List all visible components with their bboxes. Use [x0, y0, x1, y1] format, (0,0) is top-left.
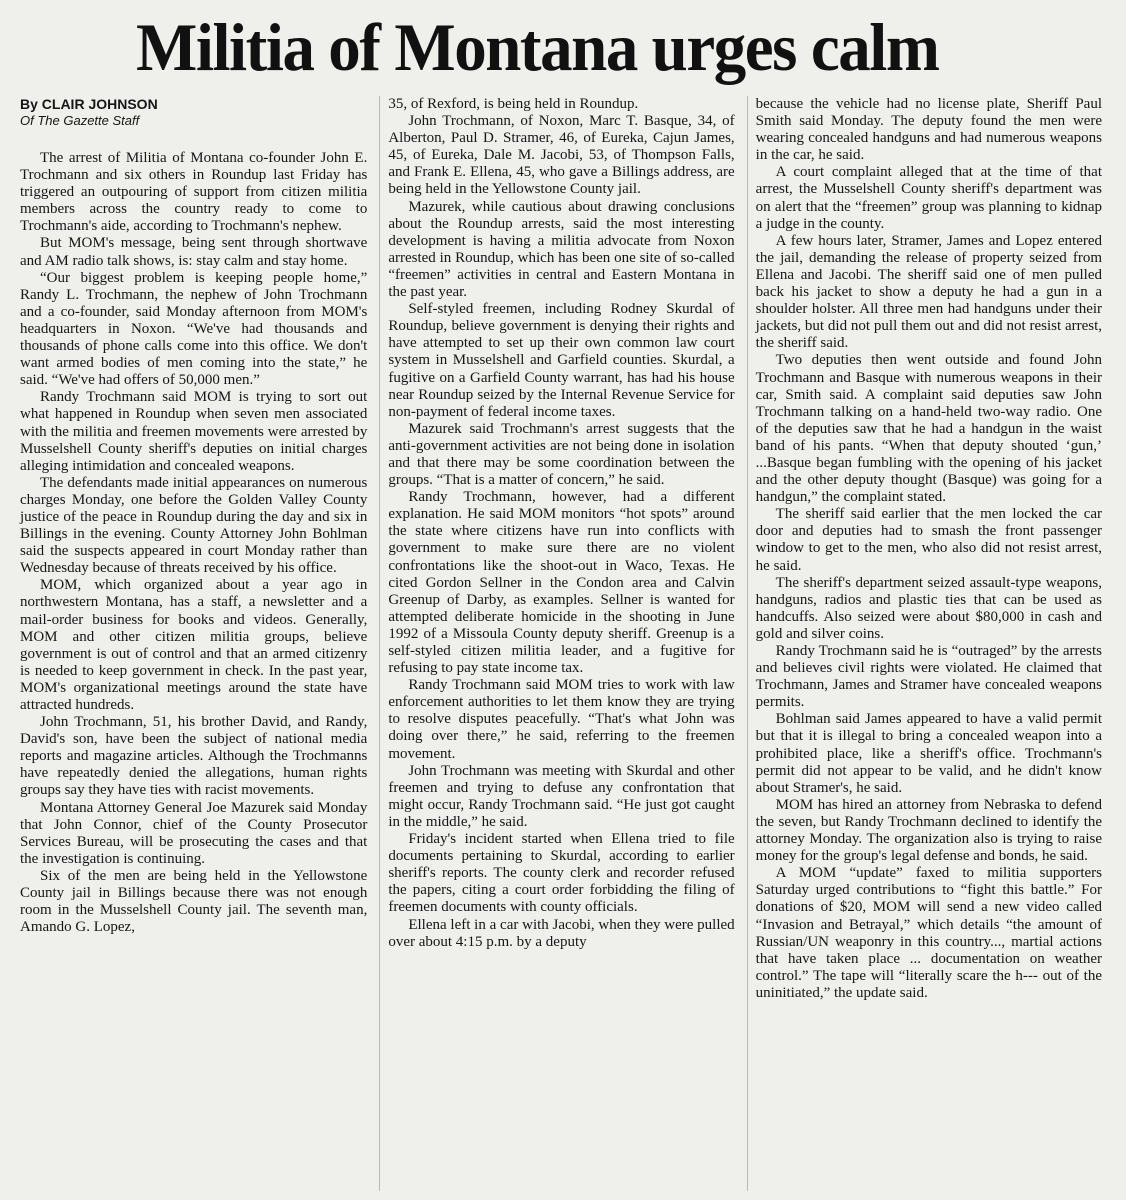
article-paragraph: “Our biggest problem is keeping people home,” Randy L. Trochmann, the nephew of John Trochmann and a co-founder, said Monday afternoon from MOM's headquarters in Noxon. “We've had thousands and thousands of phone calls come into this office. We don't want armed bodies of men coming into the state,” he said. “We've had offers of 50,000 men.”	[20, 269, 368, 389]
article-paragraph: The sheriff said earlier that the men locked the car door and deputies had to smash the front passenger window to get to the men, who also did not resist arrest, he said.	[755, 506, 1103, 574]
article-columns	[12, 96, 1114, 1191]
article-column-2	[379, 96, 746, 1191]
article-paragraph: Randy Trochmann said he is “outraged” by the arrests and believes civil rights were violated. He claimed that Trochmann, James and Stramer have concealed weapons permits.	[755, 643, 1103, 711]
article-paragraph: Ellena left in a car with Jacobi, when they were pulled over about 4:15 p.m. by a deputy	[388, 916, 735, 950]
article-paragraph: because the vehicle had no license plate, Sheriff Paul Smith said Monday. The deputy found the men were wearing concealed handguns and had numerous weapons in the car, he said.	[755, 96, 1103, 164]
article-paragraph: MOM has hired an attorney from Nebraska to defend the seven, but Randy Trochmann declined to identify the attorney Monday. The organization also is trying to raise money for the group's legal defense and bonds, he said.	[755, 796, 1103, 865]
byline-affiliation: Of The Gazette Staff	[20, 113, 140, 128]
article-paragraph: John Trochmann was meeting with Skurdal and other freemen and trying to defuse any confrontation that might occur, Randy Trochmann said. “He just got caught in the middle,” he said.	[388, 762, 735, 830]
article-paragraph: The defendants made initial appearances on numerous charges Monday, one before the Golden Valley County justice of the peace in Roundup during the day and six in Billings in the evening. County Attorney John Bohlman said the suspects appeared in court Monday rather than Wednesday because of threats received by his office.	[20, 474, 368, 577]
article-paragraph: A court complaint alleged that at the time of that arrest, the Musselshell County sheriff's department was on alert that the “freemen” group was planning to kidnap a judge in the county.	[755, 164, 1103, 232]
article-paragraph: Mazurek, while cautious about drawing conclusions about the Roundup arrests, said the most interesting development is having a militia advocate from Noxon arrested in Roundup, which has been one site of so-called “freemen” activities in central and Eastern Montana in the past year.	[388, 198, 735, 301]
article-paragraph: The arrest of Militia of Montana co-founder John E. Trochmann and six others in Roundup last Friday has triggered an outpouring of support from citizen militia members across the country ready to come to Trochmann's aide, according to Trochmann's nephew.	[20, 150, 368, 235]
article-paragraph: Friday's incident started when Ellena tried to file documents pertaining to Skurdal, according to earlier sheriff's reports. The county clerk and recorder refused the papers, citing a court order forbidding the filing of freemen documents with county officials.	[388, 831, 735, 916]
article-column-1	[12, 96, 379, 1191]
article-paragraph: Self-styled freemen, including Rodney Skurdal of Roundup, believe government is denying their rights and have attempted to set up their own common law court system in Musselshell and Garfield counties. Skurdal, a fugitive on a Garfield County warrant, has had his house near Roundup seized by the Internal Revenue Service for non-payment of federal income taxes.	[388, 301, 735, 420]
article-paragraph: MOM, which organized about a year ago in northwestern Montana, has a staff, a newsletter and a mail-order business for books and videos. Generally, MOM and other citizen militia groups, believe government is out of control and that an armed citizenry is needed to keep government in check. In the past year, MOM's organizational meetings around the state have attracted hundreds.	[20, 577, 368, 713]
article-paragraph: John Trochmann, of Noxon, Marc T. Basque, 34, of Alberton, Paul D. Stramer, 46, of Eureka, Cajun James, 45, of Eureka, Dale M. Jacobi, 53, of Thompson Falls, and Frank E. Ellena, 45, who gave a Billings address, are being held in the Yellowstone County jail.	[388, 113, 735, 198]
article-column-3	[747, 96, 1114, 1191]
article-paragraph: 35, of Rexford, is being held in Roundup.	[388, 96, 639, 112]
article-paragraph: Six of the men are being held in the Yellowstone County jail in Billings because there was not enough room in the Musselshell County jail. The seventh man, Amando G. Lopez,	[20, 867, 368, 936]
headline: Militia of Montana urges calm	[135, 9, 939, 85]
article-paragraph: Montana Attorney General Joe Mazurek said Monday that John Connor, chief of the County Prosecutor Services Bureau, will be prosecuting the cases and that the investigation is continuing.	[20, 799, 368, 867]
article-paragraph: The sheriff's department seized assault-type weapons, handguns, radios and plastic ties that can be used as handcuffs. Also seized were about $80,000 in cash and gold and silver coins.	[755, 574, 1103, 642]
article-paragraph: A few hours later, Stramer, James and Lopez entered the jail, demanding the release of property seized from Ellena and Jacobi. The sheriff said one of men pulled back his jacket to show a deputy he had a gun in a shoulder holster. All three men had handguns under their jackets, but did not pull them out and did not resist arrest, the sheriff said.	[755, 232, 1103, 352]
article-paragraph: Mazurek said Trochmann's arrest suggests that the anti-government activities are not being done in isolation and that there may be some coordination between the groups. “That is a matter of concern,” he said.	[388, 420, 735, 489]
article-paragraph: Two deputies then went outside and found John Trochmann and Basque with numerous weapons in their car, Smith said. A complaint said deputies saw John Trochmann talking on a hand-held two-way radio. One of the deputies saw that he had a handgun in the waist band of his pants. “When that deputy shouted ‘gun,’ ...Basque began fumbling with the opening of his jacket and the other deputy thought (Basque) was going for a handgun,” the complaint stated.	[755, 352, 1103, 506]
article-paragraph: John Trochmann, 51, his brother David, and Randy, David's son, have been the subject of national media reports and magazine articles. Although the Trochmanns have repeatedly denied the allegations, human rights groups say they have ties with racist movements.	[20, 714, 368, 799]
article-paragraph: Randy Trochmann said MOM tries to work with law enforcement authorities to let them know they are trying to resolve disputes peacefully. “That's what John was doing over there,” he said, referring to the freemen movement.	[388, 677, 735, 762]
article-paragraph: Randy Trochmann, however, had a different explanation. He said MOM monitors “hot spots” around the state where citizens have run into conflicts with government to make sure there are no violent confrontations like the shoot-out in Waco, Texas. He cited Gordon Sellner in the Condon area and Calvin Greenup of Darby, as examples. Sellner is wanted for attempted deliberate homicide in the shooting in June 1992 of a Missoula County deputy sheriff. Greenup is a self-styled citizen militia leader, and a fugitive for refusing to pay state income tax.	[388, 489, 735, 677]
article-paragraph: Randy Trochmann said MOM is trying to sort out what happened in Roundup when seven men associated with the militia and freemen movements were arrested by Musselshell County sheriff's deputies on initial charges alleging intimidation and concealed weapons.	[20, 389, 368, 474]
article-paragraph: Bohlman said James appeared to have a valid permit but that it is illegal to bring a concealed weapon into a prohibited place, like a sheriff's office. Trochmann's permit did not appear to be valid, and he didn't know about Stramer's, he said.	[755, 711, 1103, 796]
article-paragraph: A MOM “update” faxed to militia supporters Saturday urged contributions to “fight this battle.” For donations of $20, MOM will send a new video called “Invasion and Betrayal,” which details “the amount of Russian/UN weaponry in this country..., martial actions that have taken place ... documentation on weather control.” The tape will “literally scare the h--- out of the uninitiated,” the update said.	[755, 865, 1103, 1001]
article-paragraph: But MOM's message, being sent through shortwave and AM radio talk shows, is: stay calm and stay home.	[20, 235, 368, 269]
byline: By CLAIR JOHNSON	[20, 96, 158, 112]
